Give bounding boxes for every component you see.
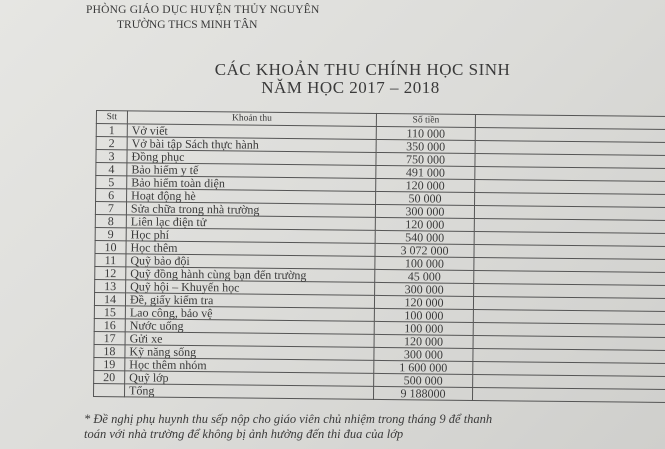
row-amount: 3 072 000	[375, 243, 474, 257]
document-subtitle: NĂM HỌC 2017 – 2018	[261, 78, 440, 97]
row-stt: 20	[94, 370, 125, 383]
row-amount: 100 000	[374, 321, 473, 335]
row-amount: 120 000	[374, 295, 473, 309]
row-item-name: Đồng phục	[127, 150, 376, 166]
footnote-line-1: * Đề nghị phụ huynh thu sếp nộp cho giáo viên chủ nhiệm trong tháng 9 để thanh	[84, 412, 493, 426]
row-item-name: Học phí	[126, 228, 375, 244]
row-stt: 6	[96, 189, 127, 202]
row-amount: 540 000	[375, 230, 474, 244]
row-item-name: Quỹ bảo đội	[126, 254, 375, 270]
row-stt: 5	[96, 176, 127, 189]
total-amount: 9 188000	[373, 386, 472, 400]
row-amount: 300 000	[375, 204, 474, 218]
row-item-name: Bảo hiểm toàn diện	[127, 176, 376, 192]
row-item-name: Quỹ đồng hành cùng bạn đến trường	[126, 267, 375, 283]
row-amount: 45 000	[375, 269, 474, 283]
row-stt: 10	[95, 240, 126, 253]
row-item-name: Sửa chữa trong nhà trường	[126, 202, 375, 218]
row-item-name: Học thêm	[126, 241, 375, 257]
row-item-name: Liên lạc điện tử	[126, 215, 375, 231]
total-label: Tổng	[124, 384, 373, 400]
row-amount: 1 600 000	[374, 360, 473, 374]
row-item-name: Đề, giấy kiểm tra	[125, 293, 374, 309]
row-amount: 350 000	[376, 139, 475, 153]
row-stt: 16	[94, 318, 125, 331]
row-item-name: Nước uống	[125, 319, 374, 335]
row-amount: 120 000	[375, 217, 474, 231]
row-item-name: Kỹ năng sống	[125, 345, 374, 361]
footnote	[84, 412, 492, 442]
row-amount: 491 000	[376, 165, 475, 179]
row-stt: 8	[95, 214, 126, 227]
row-item-name: Học thêm nhóm	[125, 358, 374, 374]
row-stt: 17	[94, 331, 125, 344]
row-amount: 110 000	[376, 126, 475, 140]
row-stt: 1	[96, 124, 127, 137]
column-header-stt: Stt	[96, 111, 127, 124]
row-amount: 500 000	[374, 373, 473, 387]
row-amount: 300 000	[375, 282, 474, 296]
row-item-name: Hoạt động hè	[127, 189, 376, 205]
row-item-name: Lao công, bảo vệ	[125, 306, 374, 322]
row-stt: 15	[94, 305, 125, 318]
row-stt: 18	[94, 344, 125, 357]
row-stt: 13	[95, 279, 126, 292]
row-amount: 120 000	[376, 178, 475, 192]
row-item-name: Bảo hiểm y tế	[127, 163, 376, 179]
row-item-name: Gửi xe	[125, 332, 374, 348]
row-stt: 9	[95, 227, 126, 240]
row-item-name: Quỹ hội – Khuyến học	[126, 280, 375, 296]
row-stt: 3	[96, 150, 127, 163]
department-name: PHÒNG GIÁO DỤC HUYỆN THỦY NGUYÊN	[86, 4, 320, 16]
row-stt: 4	[96, 163, 127, 176]
fees-table	[93, 110, 665, 403]
row-amount: 100 000	[375, 256, 474, 270]
school-name: TRƯỜNG THCS MINH TÂN	[117, 19, 258, 31]
row-item-name: Quỹ lớp	[125, 371, 374, 387]
row-amount: 50 000	[376, 191, 475, 205]
row-stt: 2	[96, 137, 127, 150]
column-header-amount: Số tiền	[376, 113, 475, 127]
row-amount: 120 000	[374, 334, 473, 348]
row-stt: 7	[95, 202, 126, 215]
column-header-item: Khoản thu	[127, 111, 376, 127]
row-item-name: Vở viết	[127, 124, 376, 140]
row-item-name: Vở bài tập Sách thực hành	[127, 137, 376, 153]
row-stt: 19	[94, 357, 125, 370]
row-amount: 300 000	[374, 347, 473, 361]
row-stt: 14	[94, 292, 125, 305]
row-stt: 11	[95, 253, 126, 266]
row-stt: 12	[95, 266, 126, 279]
row-amount: 100 000	[374, 308, 473, 322]
footnote-line-2: toán với nhà trường để không bị ảnh hưởng đến thi đua của lớp	[84, 427, 404, 441]
document-title: CÁC KHOẢN THU CHÍNH HỌC SINH	[214, 60, 511, 79]
row-amount: 750 000	[376, 152, 475, 166]
